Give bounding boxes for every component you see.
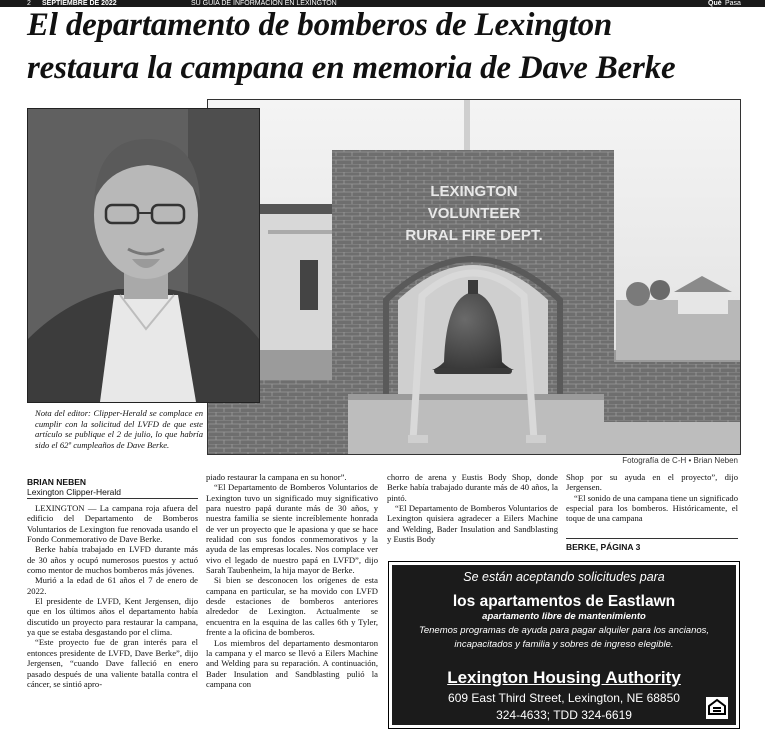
paragraph: Berke había trabajado en LVFD durante más de 30 años y ocupó numerosos puestos y actuó como mentor de muchos bomberos más jóvenes.: [27, 544, 198, 576]
fire-bell-photo: [207, 99, 741, 455]
page-number: 2: [27, 0, 31, 7]
jump-line: BERKE, PÁGINA 3: [566, 542, 641, 552]
ad-programs-1: Tenemos programas de ayuda para pagar alquiler para los ancianos,: [418, 625, 710, 636]
article-column-1: [27, 503, 198, 689]
paragraph: Murió a la edad de 61 años el 7 de enero de 2022.: [27, 575, 198, 596]
paragraph-continued: Shop por su ayuda en el proyecto”, dijo Jergensen.: [566, 472, 738, 493]
ad-property-name: los apartamentos de Eastlawn: [452, 593, 676, 610]
byline-author: BRIAN NEBEN: [27, 477, 87, 487]
article-column-2: [206, 472, 378, 689]
photo-credit: Fotografía de C-H • Brian Neben: [622, 456, 738, 465]
jump-divider: [566, 538, 738, 539]
paragraph: El presidente de LVFD, Kent Jergensen, dijo que en los últimos años el departamento había discutido un proyecto para restaurar la campana, ya que se estaba desgastando por el clima.: [27, 596, 198, 638]
sign-line-2: VOLUNTEER: [427, 205, 521, 222]
headline: [27, 4, 757, 90]
section-name-light: Pasa: [725, 0, 741, 7]
housing-authority-ad: [388, 561, 740, 729]
sign-line-3: RURAL FIRE DEPT.: [405, 227, 543, 244]
ad-intro: Se están aceptando solicitudes para: [463, 570, 665, 584]
paragraph: “Este proyecto fue de gran interés para el entonces presidente de LVFD, Dave Berke”, dijo Jergensen, “cuando Dave falleció en enero pasado después de una valiente batalla contra el cáncer, se sintió apro-: [27, 637, 198, 689]
paragraph: Si bien se desconocen los orígenes de esta campana en particular, se ha movido con LVFD desde estaciones de bomberos anteriores alrededor de Lexington. Actualmente se encuentra en la esquina de las calles 6th y Tyler, frente a la oficina de bomberos.: [206, 575, 378, 638]
editor-note-caption: Nota del editor: Clipper-Herald se complace en cumplir con la solicitud del LVFD de que este artículo se publique el 2 de julio, lo que habría sido el 62º cumpleaños de Dave Berke.: [35, 408, 203, 450]
fire-bell-illustration: [208, 100, 740, 454]
paragraph: “El Departamento de Bomberos Voluntarios de Lexington quisiera agradecer a Eilers Machine and Welding, Bader Insulation and Sandblasting y Eustis Body: [387, 503, 558, 545]
article-column-3: [387, 472, 558, 544]
issue-date: SEPTIEMBRE DE 2022: [42, 0, 117, 7]
equal-housing-logo-icon: [706, 697, 728, 719]
section-name: Qué: [708, 0, 722, 7]
ad-org-name: Lexington Housing Authority: [447, 668, 681, 687]
portrait-illustration: [28, 109, 259, 402]
tagline: SU GUÍA DE INFORMACIÓN EN LEXINGTON: [191, 0, 337, 7]
sign-line-1: LEXINGTON: [430, 183, 518, 200]
headline-line-1: El departamento de bomberos de Lexington: [27, 7, 613, 43]
ad-phone: 324-4633; TDD 324-6619: [496, 708, 632, 722]
paragraph: “El sonido de una campana tiene un significado especial para los bomberos. Históricamente, el toque de una campana: [566, 492, 738, 524]
ad-address: 609 East Third Street, Lexington, NE 68850: [448, 691, 680, 705]
byline-divider: [27, 498, 198, 499]
ad-feature: apartamento libre de mantenimiento: [482, 611, 646, 622]
paragraph-continued: piado restaurar la campana en su honor”.: [206, 472, 347, 482]
paragraph-continued: chorro de arena y Eustis Body Shop, donde Berke había trabajado durante más de 40 años, la pintó.: [387, 472, 558, 503]
article-column-4: [566, 472, 738, 524]
paragraph: Los miembros del departamento desmontaron la campana y el marco se llevó a Eilers Machine and Welding para su reparación. A continuación, Bader Insulation and Sandblasting pulió la campana con: [206, 637, 378, 689]
paragraph: “El Departamento de Bomberos Voluntarios de Lexington tuvo un significado muy significativo para nuestro papá durante más de 30 años, y nuestra familia se siente increíblemente honrada de ver un proyecto que le apasiona y que se hace realidad con sus fondos conmemorativos y la ayuda de las empresas locales. Nos complace ver vivo el legado de nuestro papá en LVFD”, dijo Sarah Taubenheim, la hija mayor de Berke.: [206, 482, 378, 576]
byline-publication: Lexington Clipper-Herald: [27, 487, 122, 497]
ad-panel: [392, 565, 736, 725]
paragraph: LEXINGTON — La campana roja afuera del edificio del Departamento de Bomberos Voluntarios de Lexington fue renovada usando el Fondo Conmemorativo de Dave Berke.: [27, 503, 198, 545]
dave-berke-portrait: [27, 108, 260, 403]
ad-programs-2: incapacitados y familia y sobres de ingreso elegible.: [454, 639, 674, 650]
headline-line-2: restaura la campana en memoria de Dave Berke: [27, 50, 676, 86]
